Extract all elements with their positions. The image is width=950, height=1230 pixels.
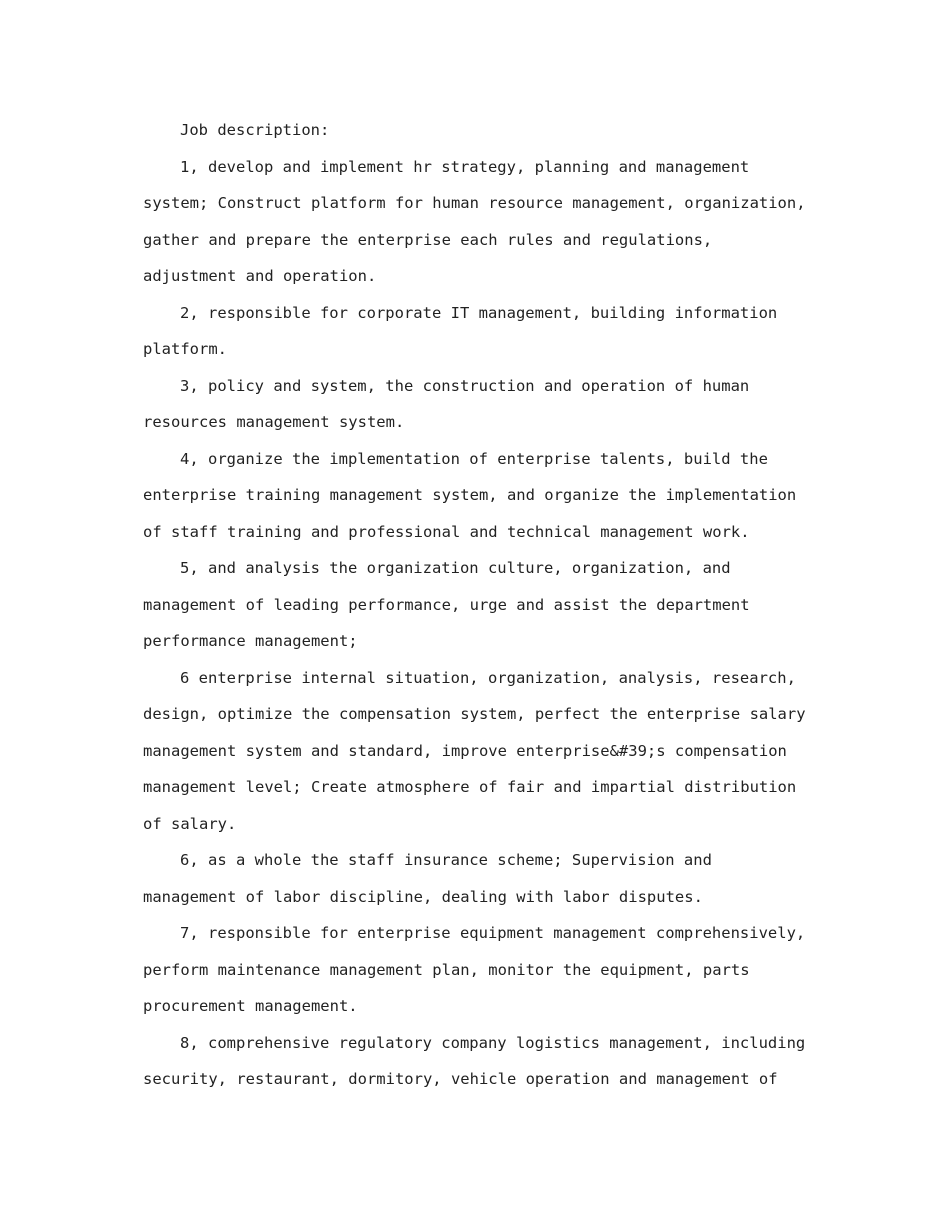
list-item: 1, develop and implement hr strategy, planning and management system; Construct platform for human resource management, organization, gather and prepare the enterprise each rules and regulations, adjustment and operation.: [143, 157, 806, 285]
list-item: 8, comprehensive regulatory company logistics management, including security, restaurant, dormitory, vehicle operation and management of: [143, 1033, 806, 1088]
section-heading: Job description:: [180, 121, 330, 139]
list-item: 4, organize the implementation of enterprise talents, build the enterprise training management system, and organize the implementation of staff training and professional and technical management work.: [143, 449, 797, 541]
list-item: 7, responsible for enterprise equipment management comprehensively, perform maintenance management plan, monitor the equipment, parts procurement management.: [143, 924, 806, 1015]
list-item: 3, policy and system, the construction and operation of human resources management system.: [143, 376, 750, 431]
list-item: 5, and analysis the organization culture, organization, and management of leading performance, urge and assist the department performance management;: [143, 559, 750, 650]
list-item: 2, responsible for corporate IT management, building information platform.: [143, 303, 778, 358]
document-body: [143, 112, 813, 1098]
list-item: 6, as a whole the staff insurance scheme; Supervision and management of labor discipline, dealing with labor disputes.: [143, 851, 712, 906]
list-item: 6 enterprise internal situation, organization, analysis, research, design, optimize the compensation system, perfect the enterprise salary management system and standard, improve enterprise&#39;s compensation management level; Create atmosphere of fair and impartial distribution of salary.: [143, 668, 806, 833]
